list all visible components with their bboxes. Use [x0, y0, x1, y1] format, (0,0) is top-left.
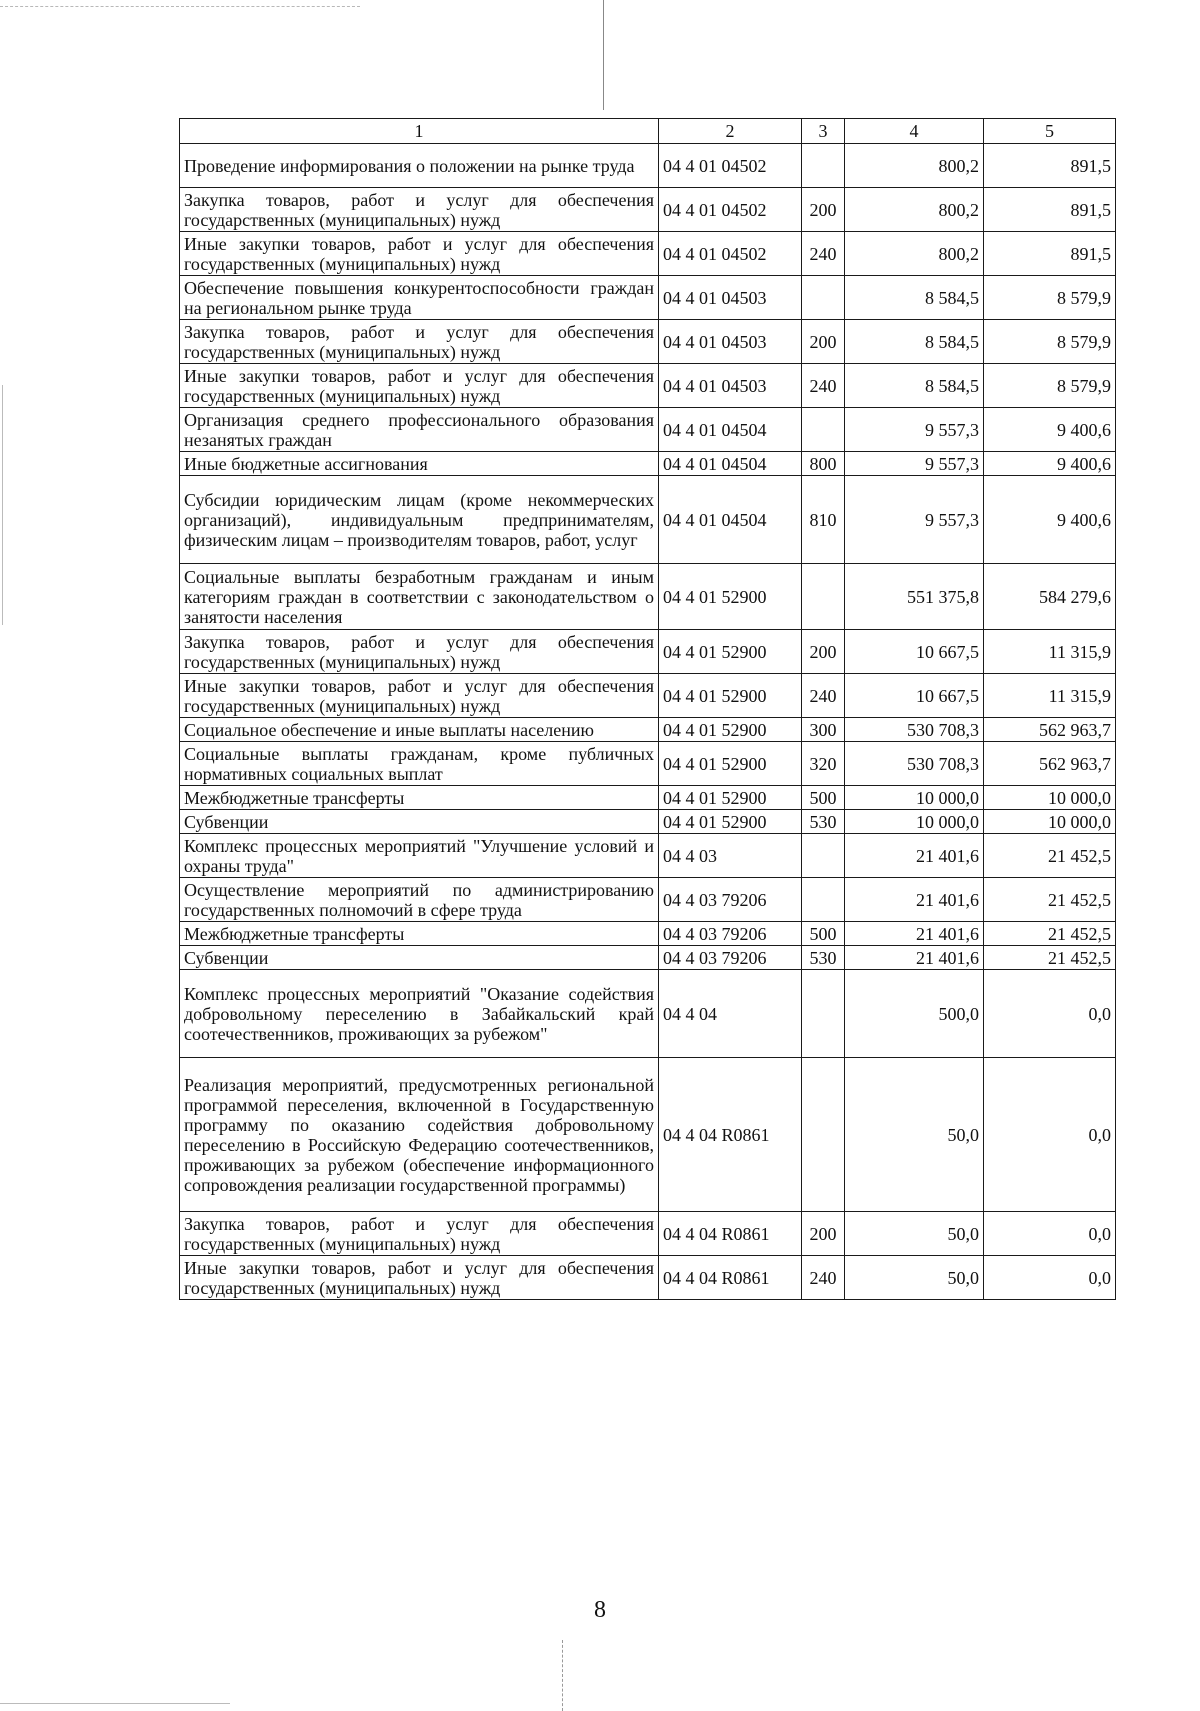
- row-name: Иные закупки товаров, работ и услуг для обеспечения государственных (муниципальных) нужд: [180, 364, 659, 408]
- table-row: [180, 742, 1116, 786]
- table-row: [180, 1212, 1116, 1256]
- table-row: [180, 452, 1116, 476]
- row-expense-type: 240: [802, 674, 845, 718]
- table-row: [180, 878, 1116, 922]
- row-value-col4: 500,0: [845, 970, 984, 1058]
- row-value-col4: 50,0: [845, 1058, 984, 1212]
- row-value-col4: 10 000,0: [845, 810, 984, 834]
- row-code: 04 4 01 52900: [659, 630, 802, 674]
- row-value-col4: 800,2: [845, 232, 984, 276]
- row-value-col5: 0,0: [984, 970, 1116, 1058]
- row-value-col4: 8 584,5: [845, 364, 984, 408]
- row-value-col5: 584 279,6: [984, 564, 1116, 630]
- row-code: 04 4 01 04504: [659, 476, 802, 564]
- scan-artifact-left-line: [2, 385, 3, 625]
- row-code: 04 4 03 79206: [659, 922, 802, 946]
- row-name: Проведение информирования о положении на рынке труда: [180, 144, 659, 188]
- row-name: Комплекс процессных мероприятий "Оказание содействия добровольному переселению в Забайкальский край соотечественников, проживающих за рубежом": [180, 970, 659, 1058]
- row-value-col5: 0,0: [984, 1256, 1116, 1300]
- row-name: Социальное обеспечение и иные выплаты населению: [180, 718, 659, 742]
- row-name: Закупка товаров, работ и услуг для обеспечения государственных (муниципальных) нужд: [180, 1212, 659, 1256]
- row-expense-type: 810: [802, 476, 845, 564]
- row-name: Закупка товаров, работ и услуг для обеспечения государственных (муниципальных) нужд: [180, 188, 659, 232]
- row-expense-type: [802, 1058, 845, 1212]
- row-expense-type: 200: [802, 630, 845, 674]
- row-expense-type: 530: [802, 810, 845, 834]
- row-value-col5: 0,0: [984, 1058, 1116, 1212]
- header-col-3: 3: [802, 119, 845, 144]
- row-value-col5: 891,5: [984, 232, 1116, 276]
- row-name: Субсидии юридическим лицам (кроме некоммерческих организаций), индивидуальным предпринимателям, физическим лицам – производителям товаров, работ, услуг: [180, 476, 659, 564]
- table-header: [180, 119, 1116, 144]
- row-value-col4: 10 000,0: [845, 786, 984, 810]
- row-value-col5: 891,5: [984, 188, 1116, 232]
- row-name: Комплекс процессных мероприятий "Улучшение условий и охраны труда": [180, 834, 659, 878]
- row-value-col4: 21 401,6: [845, 922, 984, 946]
- row-code: 04 4 03 79206: [659, 946, 802, 970]
- row-value-col4: 10 667,5: [845, 630, 984, 674]
- table-row: [180, 276, 1116, 320]
- row-value-col4: 10 667,5: [845, 674, 984, 718]
- row-value-col5: 11 315,9: [984, 630, 1116, 674]
- table-row: [180, 946, 1116, 970]
- row-value-col5: 21 452,5: [984, 878, 1116, 922]
- row-value-col4: 9 557,3: [845, 452, 984, 476]
- row-code: 04 4 01 52900: [659, 564, 802, 630]
- scan-artifact-vertical-line: [603, 0, 604, 110]
- row-value-col4: 21 401,6: [845, 878, 984, 922]
- row-value-col5: 21 452,5: [984, 922, 1116, 946]
- table-row: [180, 364, 1116, 408]
- row-code: 04 4 01 04504: [659, 452, 802, 476]
- row-expense-type: 500: [802, 922, 845, 946]
- row-value-col5: 11 315,9: [984, 674, 1116, 718]
- table-row: [180, 232, 1116, 276]
- row-code: 04 4 01 04502: [659, 144, 802, 188]
- table-row: [180, 408, 1116, 452]
- row-expense-type: [802, 970, 845, 1058]
- row-expense-type: [802, 408, 845, 452]
- row-value-col4: 9 557,3: [845, 476, 984, 564]
- row-code: 04 4 01 04504: [659, 408, 802, 452]
- row-expense-type: [802, 564, 845, 630]
- table-row: [180, 922, 1116, 946]
- row-code: 04 4 04 R0861: [659, 1256, 802, 1300]
- row-name: Социальные выплаты безработным гражданам и иным категориям граждан в соответствии с законодательством о занятости населения: [180, 564, 659, 630]
- row-value-col4: 800,2: [845, 188, 984, 232]
- row-expense-type: 200: [802, 320, 845, 364]
- table-row: [180, 1256, 1116, 1300]
- table-row: [180, 810, 1116, 834]
- row-value-col4: 9 557,3: [845, 408, 984, 452]
- row-code: 04 4 03 79206: [659, 878, 802, 922]
- header-row: [180, 119, 1116, 144]
- row-code: 04 4 01 52900: [659, 742, 802, 786]
- header-col-2: 2: [659, 119, 802, 144]
- row-value-col5: 8 579,9: [984, 276, 1116, 320]
- row-code: 04 4 01 52900: [659, 786, 802, 810]
- row-expense-type: 200: [802, 1212, 845, 1256]
- row-value-col4: 8 584,5: [845, 320, 984, 364]
- table-row: [180, 1058, 1116, 1212]
- row-value-col5: 10 000,0: [984, 786, 1116, 810]
- table-row: [180, 188, 1116, 232]
- table-row: [180, 564, 1116, 630]
- row-expense-type: 240: [802, 232, 845, 276]
- budget-table: [179, 118, 1116, 1300]
- row-expense-type: [802, 276, 845, 320]
- row-expense-type: 800: [802, 452, 845, 476]
- header-col-1: 1: [180, 119, 659, 144]
- row-value-col4: 8 584,5: [845, 276, 984, 320]
- row-expense-type: [802, 144, 845, 188]
- row-value-col5: 21 452,5: [984, 946, 1116, 970]
- row-name: Закупка товаров, работ и услуг для обеспечения государственных (муниципальных) нужд: [180, 630, 659, 674]
- row-value-col5: 562 963,7: [984, 718, 1116, 742]
- row-expense-type: 320: [802, 742, 845, 786]
- row-name: Закупка товаров, работ и услуг для обеспечения государственных (муниципальных) нужд: [180, 320, 659, 364]
- row-value-col4: 50,0: [845, 1256, 984, 1300]
- table-body: [180, 144, 1116, 1300]
- table-row: [180, 630, 1116, 674]
- table-row: [180, 786, 1116, 810]
- row-name: Осуществление мероприятий по администрированию государственных полномочий в сфере труда: [180, 878, 659, 922]
- row-name: Субвенции: [180, 946, 659, 970]
- row-expense-type: [802, 878, 845, 922]
- scan-artifact-vertical-line-bottom: [562, 1640, 563, 1711]
- row-value-col5: 0,0: [984, 1212, 1116, 1256]
- row-name: Социальные выплаты гражданам, кроме публичных нормативных социальных выплат: [180, 742, 659, 786]
- row-code: 04 4 04: [659, 970, 802, 1058]
- row-expense-type: 530: [802, 946, 845, 970]
- row-name: Межбюджетные трансферты: [180, 922, 659, 946]
- row-expense-type: 300: [802, 718, 845, 742]
- table-row: [180, 674, 1116, 718]
- row-name: Межбюджетные трансферты: [180, 786, 659, 810]
- row-value-col4: 800,2: [845, 144, 984, 188]
- row-code: 04 4 01 52900: [659, 810, 802, 834]
- row-value-col5: 21 452,5: [984, 834, 1116, 878]
- row-expense-type: 240: [802, 364, 845, 408]
- row-name: Обеспечение повышения конкурентоспособности граждан на региональном рынке труда: [180, 276, 659, 320]
- row-name: Иные закупки товаров, работ и услуг для обеспечения государственных (муниципальных) нужд: [180, 674, 659, 718]
- row-name: Организация среднего профессионального образования незанятых граждан: [180, 408, 659, 452]
- row-name: Иные бюджетные ассигнования: [180, 452, 659, 476]
- row-code: 04 4 01 04503: [659, 364, 802, 408]
- table-row: [180, 834, 1116, 878]
- scan-artifact-bottom-line: [0, 1703, 230, 1704]
- row-code: 04 4 04 R0861: [659, 1212, 802, 1256]
- row-name: Иные закупки товаров, работ и услуг для обеспечения государственных (муниципальных) нужд: [180, 1256, 659, 1300]
- table-row: [180, 476, 1116, 564]
- table-row: [180, 718, 1116, 742]
- header-col-4: 4: [845, 119, 984, 144]
- row-expense-type: [802, 834, 845, 878]
- row-expense-type: 240: [802, 1256, 845, 1300]
- row-name: Иные закупки товаров, работ и услуг для обеспечения государственных (муниципальных) нужд: [180, 232, 659, 276]
- row-code: 04 4 01 04503: [659, 320, 802, 364]
- header-col-5: 5: [984, 119, 1116, 144]
- row-value-col5: 8 579,9: [984, 320, 1116, 364]
- row-value-col5: 8 579,9: [984, 364, 1116, 408]
- row-name: Реализация мероприятий, предусмотренных региональной программой переселения, включенной в Государственную программу по оказанию содействия добровольному переселению в Российскую Федерацию соотечественников, проживающих за рубежом (обеспечение информационного сопровождения реализации государственной программы): [180, 1058, 659, 1212]
- row-expense-type: 500: [802, 786, 845, 810]
- row-value-col4: 530 708,3: [845, 718, 984, 742]
- row-value-col4: 530 708,3: [845, 742, 984, 786]
- row-value-col4: 21 401,6: [845, 946, 984, 970]
- row-name: Субвенции: [180, 810, 659, 834]
- row-code: 04 4 01 04502: [659, 232, 802, 276]
- row-expense-type: 200: [802, 188, 845, 232]
- row-value-col5: 9 400,6: [984, 476, 1116, 564]
- row-code: 04 4 01 04502: [659, 188, 802, 232]
- row-value-col4: 551 375,8: [845, 564, 984, 630]
- row-code: 04 4 01 52900: [659, 718, 802, 742]
- table-row: [180, 970, 1116, 1058]
- row-code: 04 4 04 R0861: [659, 1058, 802, 1212]
- row-value-col4: 21 401,6: [845, 834, 984, 878]
- table-row: [180, 144, 1116, 188]
- row-code: 04 4 01 52900: [659, 674, 802, 718]
- row-value-col5: 9 400,6: [984, 452, 1116, 476]
- row-value-col5: 9 400,6: [984, 408, 1116, 452]
- row-code: 04 4 03: [659, 834, 802, 878]
- scan-artifact-top-line: [0, 6, 360, 7]
- table-row: [180, 320, 1116, 364]
- row-value-col5: 562 963,7: [984, 742, 1116, 786]
- page-number: 8: [594, 1597, 606, 1623]
- row-value-col4: 50,0: [845, 1212, 984, 1256]
- row-code: 04 4 01 04503: [659, 276, 802, 320]
- row-value-col5: 10 000,0: [984, 810, 1116, 834]
- row-value-col5: 891,5: [984, 144, 1116, 188]
